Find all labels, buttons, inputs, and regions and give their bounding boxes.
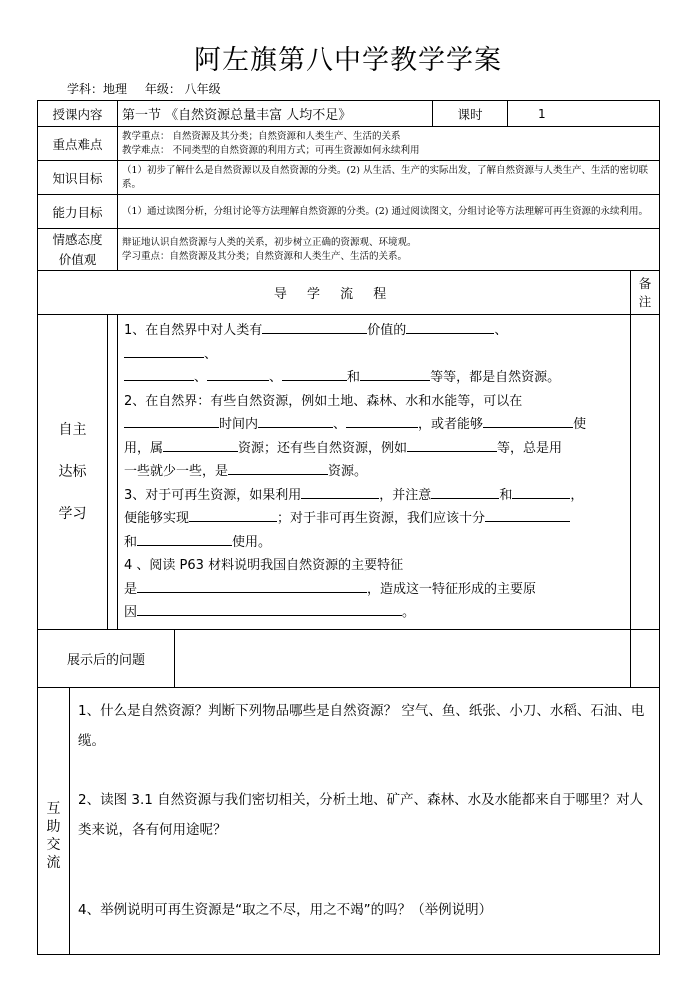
- blank[interactable]: [406, 321, 494, 334]
- self-study-label-2: 达标: [58, 463, 87, 480]
- blank[interactable]: [207, 368, 269, 381]
- blank[interactable]: [137, 580, 367, 593]
- row-knowledge: [38, 161, 660, 195]
- emotion-label: [38, 229, 118, 271]
- emotion-label-1: 情感态度: [52, 231, 103, 247]
- blank[interactable]: [407, 439, 497, 452]
- flow-label: 导 学 流 程: [38, 271, 631, 315]
- knowledge-value: （1）初步了解什么是自然资源以及自然资源的分类。(2) 从生活、生产的实际出发，了解自然资源与人类生产、生活的密切联系。: [118, 161, 660, 195]
- row-self-study: [38, 315, 660, 630]
- blank[interactable]: [137, 533, 232, 546]
- key-line-2: 教学难点： 不同类型的自然资源的利用方式；可再生资源如何永续利用: [122, 144, 420, 156]
- period-value: 1: [508, 101, 660, 127]
- emotion-line-2: 学习重点：自然资源及其分类；自然资源和人类生产、生活的关系。: [122, 250, 408, 262]
- blank[interactable]: [346, 415, 418, 428]
- row-emotion: [38, 229, 660, 271]
- knowledge-label: 知识目标: [38, 161, 118, 195]
- mutual-cell: [38, 687, 660, 954]
- mutual-question-4: 4、举例说明可再生资源是“取之不尽，用之不竭”的吗？（举例说明）: [78, 901, 493, 918]
- page-title: 阿左旗第八中学教学学案: [194, 45, 502, 76]
- self-study-label-3: 学习: [58, 505, 87, 522]
- row-display: [38, 629, 660, 687]
- meta-line: [67, 80, 235, 97]
- blank[interactable]: [124, 368, 194, 381]
- self-study-content: [118, 315, 631, 630]
- question-2: 2、在自然界：有些自然资源，例如土地、森林、水和水能等，可以在 时间内 、 ，或者能够 使 用，属 资源；还有些自然资源，例如 等，总是用 一些就少一些，是 资源。: [124, 393, 587, 479]
- key-label: 重点难点: [38, 127, 118, 161]
- blank[interactable]: [360, 368, 430, 381]
- blank[interactable]: [124, 345, 204, 358]
- blank[interactable]: [258, 415, 333, 428]
- notes-label-2: 注: [638, 293, 652, 309]
- blank[interactable]: [189, 509, 277, 522]
- ability-label: 能力目标: [38, 195, 118, 229]
- emotion-line-1: 辩证地认识自然资源与人类的关系，初步树立正确的资源观、环境观。: [122, 236, 417, 248]
- mutual-question-2: 2、读图 3.1 自然资源与我们密切相关，分析土地、矿产、森林、水及水能都来自于哪里？对人类来说，各有何用途呢？: [78, 791, 644, 838]
- question-1: 1、在自然界中对人类有 价值的 、 、 、 、 和 等等，都是自然资源。: [124, 323, 561, 385]
- key-value: [118, 127, 660, 161]
- lesson-label: 授课内容: [38, 101, 118, 127]
- blank[interactable]: [301, 486, 379, 499]
- self-study-label: [38, 315, 108, 630]
- row-lesson: [38, 101, 660, 127]
- blank[interactable]: [163, 439, 238, 452]
- row-key: [38, 127, 660, 161]
- display-label: 展示后的问题: [38, 629, 175, 687]
- subject-label: 学科：地理: [67, 82, 128, 96]
- emotion-value: [118, 229, 660, 271]
- mutual-label-box: [38, 688, 70, 954]
- lesson-value: 第一节 《自然资源总量丰富 人均不足》: [118, 101, 433, 127]
- self-study-label-1: 自主: [58, 421, 87, 438]
- blank[interactable]: [262, 321, 367, 334]
- emotion-label-2: 价值观: [58, 251, 97, 267]
- blank[interactable]: [431, 486, 499, 499]
- mutual-question-1: 1、什么是自然资源？判断下列物品哪些是自然资源？ 空气、鱼、纸张、小刀、水稻、石油、电缆。: [78, 702, 645, 749]
- question-4: 4 、阅读 P63 材料说明我国自然资源的主要特征 是 ，造成这一特征形成的主要原 因 。: [124, 558, 537, 620]
- blank[interactable]: [483, 415, 573, 428]
- key-line-1: 教学重点： 自然资源及其分类；自然资源和人类生产、生活的关系: [122, 130, 401, 142]
- mutual-block: [38, 688, 659, 954]
- display-content[interactable]: [175, 629, 631, 687]
- grade-label: 年级： 八年级: [144, 82, 221, 96]
- notes-cell[interactable]: [631, 315, 660, 630]
- mutual-label: 互助交流: [46, 800, 61, 871]
- row-ability: [38, 195, 660, 229]
- period-label: 课时: [433, 101, 508, 127]
- ability-value: （1）通过读图分析，分组讨论等方法理解自然资源的分类。(2) 通过阅读图文，分组讨论等方法理解可再生资源的永续利用。: [118, 195, 660, 229]
- blank[interactable]: [512, 486, 570, 499]
- blank[interactable]: [228, 462, 328, 475]
- blank[interactable]: [124, 415, 219, 428]
- lesson-plan-table: [37, 100, 660, 955]
- blank[interactable]: [485, 509, 570, 522]
- blank[interactable]: [282, 368, 347, 381]
- spacer-cell: [108, 315, 118, 630]
- row-mutual: [38, 687, 660, 954]
- mutual-content: [70, 688, 659, 954]
- notes-header: [631, 271, 660, 315]
- question-3: 3、对于可再生资源，如果利用 ，并注意 和 ， 便能够实现 ；对于非可再生资源，我们应该十分 和 使用。: [124, 487, 584, 550]
- notes-cell[interactable]: [631, 629, 660, 687]
- row-flow: [38, 271, 660, 315]
- notes-label-1: 备: [638, 275, 652, 291]
- blank[interactable]: [137, 603, 402, 616]
